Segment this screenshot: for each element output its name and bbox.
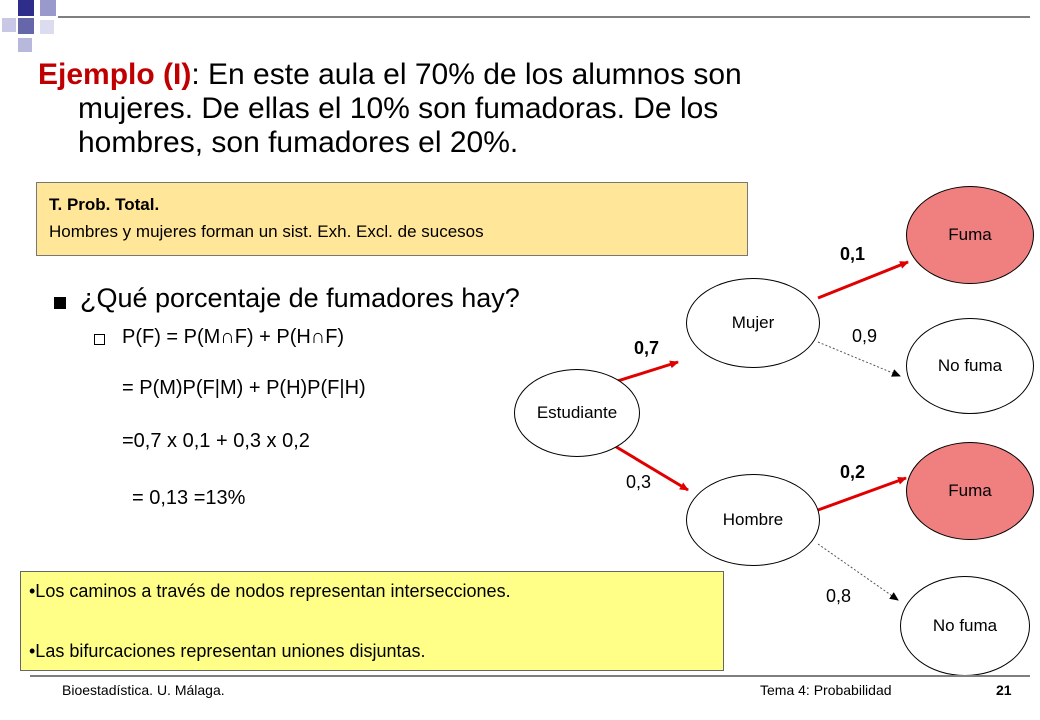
- formula-line-3: =0,7 x 0,1 + 0,3 x 0,2: [122, 430, 310, 452]
- footer-course: Bioestadística. U. Málaga.: [62, 682, 225, 698]
- label-p-hombre-nofuma: 0,8: [826, 586, 852, 606]
- title-line3: hombres, son fumadores el 20%.: [78, 126, 519, 159]
- label-p-hombre: 0,3: [626, 472, 652, 492]
- title-line1: : En este aula el 70% de los alumnos son: [191, 58, 742, 91]
- node-hombre: Hombre: [686, 474, 820, 566]
- note-intersections: •Los caminos a través de nodos representan intersecciones.: [29, 581, 511, 601]
- footer-rule: [30, 675, 1030, 677]
- node-mujer-fuma: Fuma: [906, 186, 1034, 284]
- theorem-heading: T. Prob. Total.: [49, 195, 160, 214]
- label-p-mujer-nofuma: 0,9: [852, 326, 878, 346]
- node-estudiante: Estudiante: [514, 369, 640, 457]
- edge-mujer-fuma: [818, 262, 908, 298]
- node-mujer: Mujer: [686, 278, 820, 368]
- node-hombre-nofuma: No fuma: [900, 576, 1030, 676]
- title-line2: mujeres. De ellas el 10% son fumadoras. De los: [78, 92, 719, 125]
- node-hombre-fuma: Fuma: [906, 442, 1034, 540]
- page-number: 21: [996, 682, 1012, 698]
- formula-line-4: = 0,13 =13%: [132, 487, 246, 509]
- title-highlight: Ejemplo (I): [38, 58, 192, 91]
- label-p-hombre-fuma: 0,2: [840, 462, 866, 482]
- formula-line-2: = P(M)P(F|M) + P(H)P(F|H): [122, 377, 366, 399]
- edge-mujer-nofuma: [818, 342, 900, 376]
- node-mujer-nofuma: No fuma: [906, 318, 1034, 414]
- label-p-mujer: 0,7: [634, 338, 660, 358]
- footer-topic: Tema 4: Probabilidad: [760, 682, 892, 698]
- question-text: ¿Qué porcentaje de fumadores hay?: [80, 283, 520, 313]
- theorem-text: Hombres y mujeres forman un sist. Exh. Excl. de sucesos: [49, 222, 484, 241]
- note-unions: •Las bifurcaciones representan uniones disjuntas.: [29, 641, 426, 661]
- notes-box: [20, 571, 724, 671]
- formula-line-1: P(F) = P(M∩F) + P(H∩F): [122, 326, 345, 348]
- label-p-mujer-fuma: 0,1: [840, 244, 866, 264]
